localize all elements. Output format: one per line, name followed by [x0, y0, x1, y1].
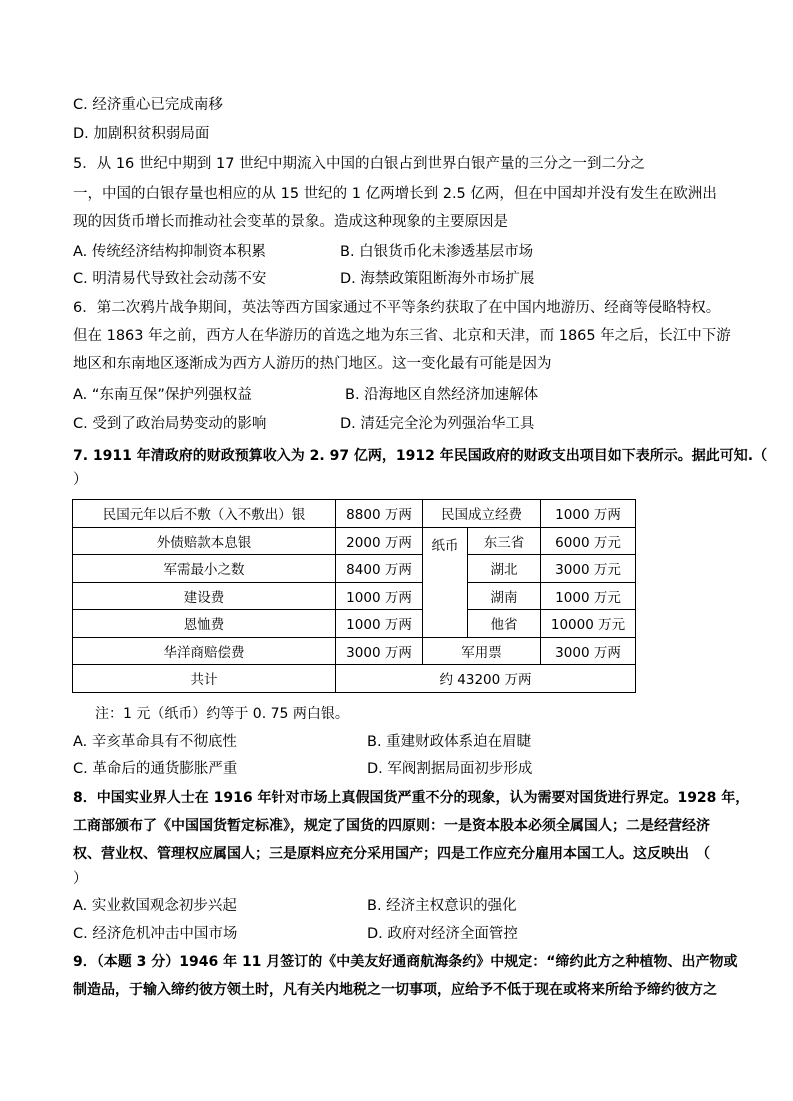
table-cell: 建设费: [73, 582, 336, 610]
q8-option-c: C. 经济危机冲击中国市场: [73, 926, 238, 942]
q7-stem-line1: 7. 1911 年清政府的财政预算收入为 2. 97 亿两，1912 年民国政府的财政支出项目如下表所示。据此可知.（: [73, 448, 768, 464]
q8-option-a: A. 实业救国观念初步兴起: [73, 898, 237, 914]
table-cell: 1000 万两: [336, 610, 423, 638]
table-cell: 民国元年以后不敷（入不敷出）银: [73, 500, 336, 528]
q7-note: 注：1 元（纸币）约等于 0. 75 两白银。: [95, 706, 349, 722]
q8-stem-line4: ）: [73, 871, 88, 887]
q4-option-d: D. 加剧积贫积弱局面: [73, 126, 210, 142]
q8-stem-line1: 8．中国实业界人士在 1916 年针对市场上真假国货严重不分的现象，认为需要对国货进行界定。1928 年，: [73, 790, 750, 806]
table-cell: 共计: [73, 665, 336, 693]
q8-option-b: B. 经济主权意识的强化: [367, 898, 517, 914]
table-cell: 8400 万两: [336, 555, 423, 583]
table-cell: 湖北: [468, 555, 541, 583]
table-cell: 民国成立经费: [423, 500, 541, 528]
q8-stem-line3: 权、营业权、管理权应属国人；三是原料应充分采用国产；四是工作应充分雇用本国工人。这反映出 （: [73, 846, 710, 862]
table-cell: 6000 万元: [541, 527, 636, 555]
table-cell: 华洋商赔偿费: [73, 637, 336, 665]
table-row: [73, 527, 636, 555]
table-cell: 纸币: [423, 527, 468, 637]
table-cell: 3000 万两: [336, 637, 423, 665]
q8-stem-line2: 工商部颁布了《中国国货暂定标准》，规定了国货的四原则：一是资本股本必须全属国人；二是经营经济: [73, 818, 710, 834]
q6-option-a: A. “东南互保”保护列强权益: [73, 387, 252, 403]
table-cell: 恩恤费: [73, 610, 336, 638]
table-cell: 东三省: [468, 527, 541, 555]
q5-stem-line1: 5．从 16 世纪中期到 17 世纪中期流入中国的白银占到世界白银产量的三分之一到二分之: [73, 156, 646, 172]
q7-option-a: A. 辛亥革命具有不彻底性: [73, 734, 237, 750]
q6-option-b: B. 沿海地区自然经济加速解体: [345, 387, 539, 403]
table-cell: 约 43200 万两: [336, 665, 636, 693]
q5-option-d: D. 海禁政策阻断海外市场扩展: [340, 271, 535, 287]
table-cell: 3000 万两: [541, 637, 636, 665]
q7-option-d: D. 军阀割据局面初步形成: [367, 761, 533, 777]
table-row: [73, 637, 636, 665]
table-cell: 1000 万元: [541, 582, 636, 610]
q9-stem-line2: 制造品，于输入缔约彼方领土时，凡有关内地税之一切事项，应给予不低于现在或将来所给予缔约彼方之: [73, 982, 717, 998]
q5-option-a: A. 传统经济结构抑制资本积累: [73, 244, 266, 260]
table-cell: 2000 万两: [336, 527, 423, 555]
q5-option-b: B. 白银货币化未渗透基层市场: [340, 244, 534, 260]
table-cell: 军需最小之数: [73, 555, 336, 583]
table-cell: 外债赔款本息银: [73, 527, 336, 555]
table-cell: 10000 万元: [541, 610, 636, 638]
table-row: [73, 665, 636, 693]
q6-option-c: C. 受到了政治局势变动的影响: [73, 416, 267, 432]
table-row: [73, 500, 636, 528]
q5-stem-line3: 现的因货币增长而推动社会变革的景象。造成这种现象的主要原因是: [73, 214, 508, 230]
q5-option-c: C. 明清易代导致社会动荡不安: [73, 271, 267, 287]
table-row: [73, 582, 636, 610]
table-cell: 1000 万两: [336, 582, 423, 610]
table-cell: 军用票: [423, 637, 541, 665]
table-cell: 他省: [468, 610, 541, 638]
table-cell: 8800 万两: [336, 500, 423, 528]
q7-stem-line2: ）: [73, 472, 88, 488]
q9-stem-line1: 9．（本题 3 分）1946 年 11 月签订的《中美友好通商航海条约》中规定：“缔约此方之种植物、出产物或: [73, 954, 738, 970]
q6-stem-line3: 地区和东南地区逐渐成为西方人游历的热门地区。这一变化最有可能是因为: [73, 356, 552, 372]
q8-option-d: D. 政府对经济全面管控: [367, 926, 518, 942]
q7-option-c: C. 革命后的通货膨胀严重: [73, 761, 238, 777]
table-cell: 1000 万两: [541, 500, 636, 528]
table-cell: 3000 万元: [541, 555, 636, 583]
q7-option-b: B. 重建财政体系迫在眉睫: [367, 734, 532, 750]
q6-stem-line1: 6．第二次鸦片战争期间，英法等西方国家通过不平等条约获取了在中国内地游历、经商等侵略特权。: [73, 300, 721, 316]
budget-table: [72, 499, 636, 693]
q5-stem-line2: 一，中国的白银存量也相应的从 15 世纪的 1 亿两增长到 2.5 亿两，但在中国却并没有发生在欧洲出: [73, 186, 717, 202]
q4-option-c: C. 经济重心已完成南移: [73, 97, 223, 113]
table-cell: 湖南: [468, 582, 541, 610]
table-row: [73, 610, 636, 638]
q6-option-d: D. 清廷完全沦为列强治华工具: [340, 416, 535, 432]
table-row: [73, 555, 636, 583]
q6-stem-line2: 但在 1863 年之前，西方人在华游历的首选之地为东三省、北京和天津，而 1865 年之后，长江中下游: [73, 328, 731, 344]
